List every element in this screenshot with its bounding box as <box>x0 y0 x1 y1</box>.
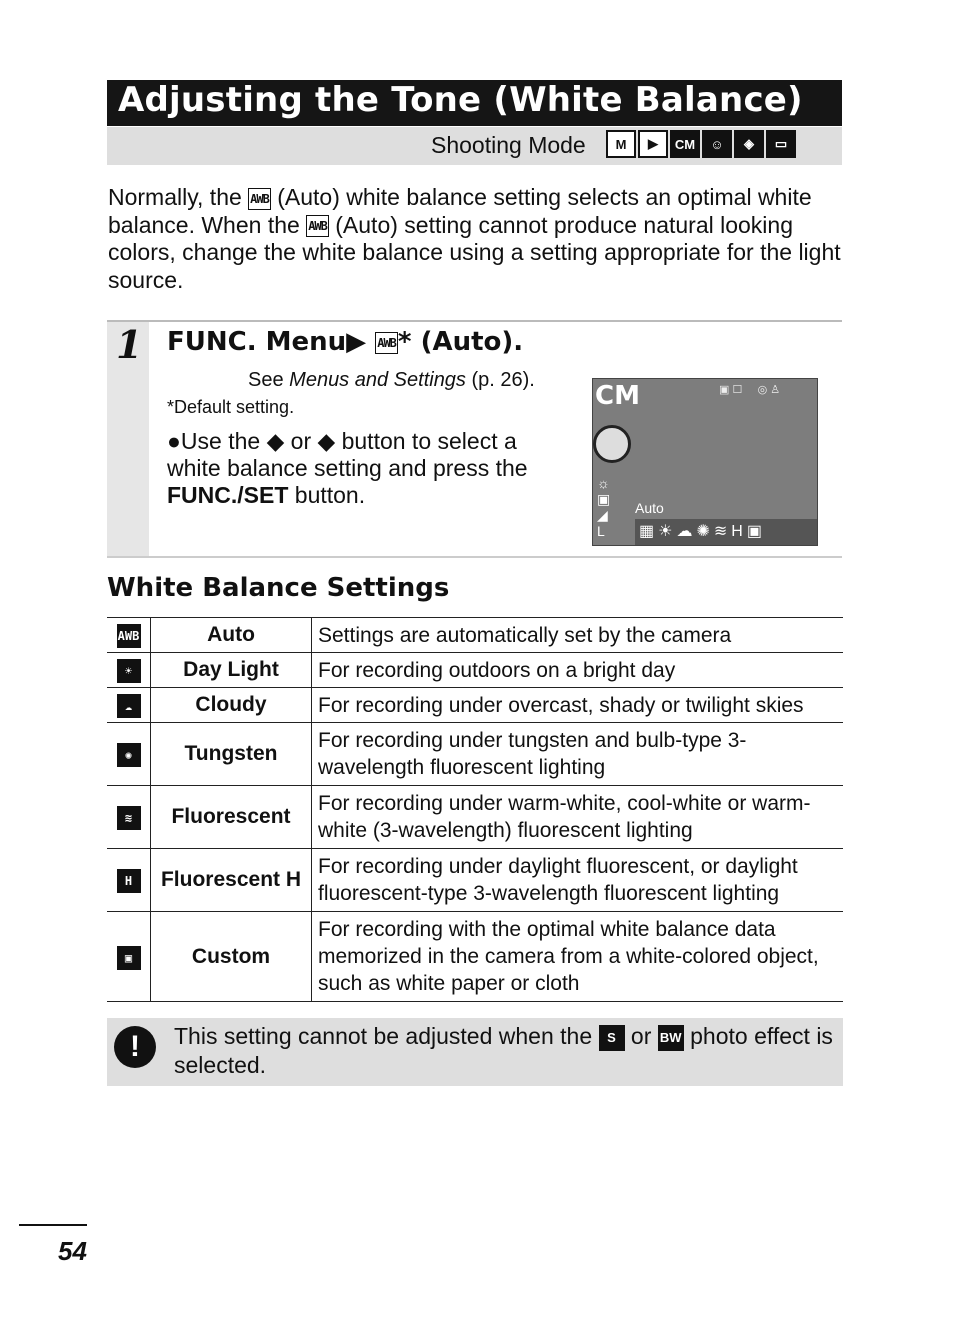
wb-name: Auto <box>151 618 312 653</box>
movie-icon: ▶ <box>638 130 668 158</box>
default-note: *Default setting. <box>167 397 295 417</box>
lcd-wb-icons: ▦☀☁✺≋H▣ <box>639 523 766 540</box>
wb-name: Cloudy <box>151 688 312 723</box>
wb-description: For recording under tungsten and bulb-type 3-wavelength fluorescent lighting <box>312 723 844 786</box>
section-heading: White Balance Settings <box>107 573 450 603</box>
tungsten-icon: ✺ <box>117 743 141 767</box>
page-title: Adjusting the Tone (White Balance) <box>118 80 803 120</box>
step-divider-bottom <box>107 556 842 558</box>
wb-name: Fluorescent H <box>151 849 312 912</box>
step-heading: FUNC. Menu▶ AWB* (Auto). <box>167 327 524 357</box>
table-row <box>107 688 843 723</box>
portrait-icon: ☺ <box>702 130 732 158</box>
stitch-icon: ◈ <box>734 130 764 158</box>
wb-name: Fluorescent <box>151 786 312 849</box>
table-row <box>107 786 843 849</box>
fluorescent-icon: ≋ <box>117 806 141 830</box>
page-number: 54 <box>58 1236 87 1266</box>
awb-icon: AWB <box>306 215 329 237</box>
wb-description: For recording under daylight fluorescent, or daylight fluorescent-type 3-wavelength fluorescent lighting <box>312 849 844 912</box>
wb-description: Settings are automatically set by the camera <box>312 618 844 653</box>
wb-description: For recording outdoors on a bright day <box>312 653 844 688</box>
awb-icon: AWB <box>375 332 398 354</box>
wb-name: Tungsten <box>151 723 312 786</box>
step-instruction: ●Use the ◆ or ◆ button to select a white balance setting and press the FUNC./SET button. <box>167 428 528 508</box>
fluorescent-h-icon: H <box>117 869 141 893</box>
intro-paragraph: Normally, the AWB (Auto) white balance setting selects an optimal white balance. When the AWB (Auto) setting cannot produce natural looking colors, change the white balance using a setting appropriate for the light source. <box>108 184 841 293</box>
white-balance-table <box>107 617 843 1002</box>
table-row <box>107 618 843 653</box>
caution-icon: ! <box>114 1026 156 1068</box>
shooting-mode-icons <box>606 130 796 158</box>
step-divider-top <box>107 320 842 322</box>
sepia-effect-icon: S <box>599 1025 625 1051</box>
footer-rule <box>19 1224 87 1226</box>
wb-name: Day Light <box>151 653 312 688</box>
custom-wb-icon: ▣ <box>117 946 141 970</box>
wb-description: For recording with the optimal white balance data memorized in the camera from a white-colored object, such as white paper or cloth <box>312 912 844 1002</box>
wb-description: For recording under warm-white, cool-white or warm-white (3-wavelength) fluorescent lighting <box>312 786 844 849</box>
wb-description: For recording under overcast, shady or twilight skies <box>312 688 844 723</box>
lcd-mode: CM <box>595 381 640 411</box>
bw-effect-icon: BW <box>658 1025 684 1051</box>
lcd-status-icons: ▣ ☐ ◎ ♙ <box>719 384 781 396</box>
right-arrow-icon: ◆ <box>317 428 336 454</box>
cm-icon: CM <box>670 130 700 158</box>
step-number: 1 <box>116 322 143 367</box>
table-row <box>107 849 843 912</box>
shooting-mode-label: Shooting Mode <box>431 132 586 158</box>
table-row <box>107 912 843 1002</box>
caution-text: This setting cannot be adjusted when the S or BW photo effect is selected. <box>174 1023 833 1078</box>
see-reference: See Menus and Settings (p. 26). <box>248 369 535 391</box>
custom-mode-icon: ▭ <box>766 130 796 158</box>
camera-m-icon: M <box>606 130 636 158</box>
lcd-left-icons: ☼ ▣ ◢ L <box>597 475 611 539</box>
table-row <box>107 653 843 688</box>
lcd-selected-ring <box>593 425 631 463</box>
cloudy-icon: ☁ <box>117 694 141 718</box>
arrow-right-icon: ▶ <box>346 327 367 357</box>
awb-icon: AWB <box>248 188 271 210</box>
awb-icon: AWB <box>117 624 141 648</box>
lcd-auto-label: Auto <box>635 500 664 516</box>
camera-lcd-screenshot <box>592 378 818 546</box>
wb-name: Custom <box>151 912 312 1002</box>
bullet-icon: ● <box>167 428 181 454</box>
daylight-icon: ☀ <box>117 659 141 683</box>
left-arrow-icon: ◆ <box>266 428 285 454</box>
table-row <box>107 723 843 786</box>
